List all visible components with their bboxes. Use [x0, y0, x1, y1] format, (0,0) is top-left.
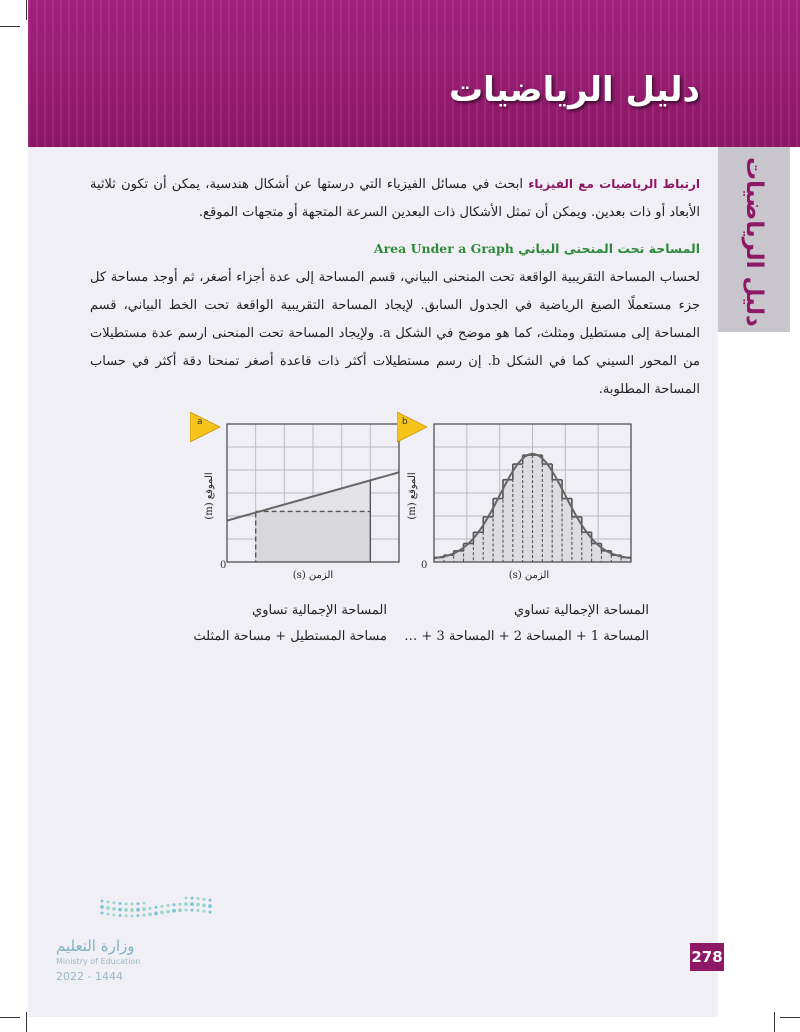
figure-a-tag: a [197, 417, 203, 427]
logo-dot [185, 897, 188, 900]
logo-dot [107, 900, 110, 903]
section-heading [374, 241, 700, 256]
logo-dot [131, 914, 134, 917]
intro-text: ابحث في مسائل الفيزياء التي درستها عن أشكال هندسية، يمكن أن تكون ثلاثية الأبعاد أو ذات بعدين. ويمكن أن تمثل الأشكال ذات البعدين السرعة المتجهة أو متجهات الموقع. [90, 177, 700, 220]
logo-dots-icon [100, 897, 212, 918]
logo-dot [148, 912, 152, 916]
area-rectangle [523, 455, 533, 562]
logo-dot [107, 912, 110, 915]
origin-label: 0 [220, 560, 227, 571]
caption-line: المساحة الإجمالية تساوي [514, 603, 649, 618]
logo-dot [203, 898, 206, 901]
figure-b-caption [389, 598, 649, 650]
intro-paragraph [90, 170, 700, 227]
logo-dot [208, 904, 212, 908]
logo-dot [119, 914, 122, 917]
page-title: دليل الرياضيات [448, 70, 700, 110]
origin-label: 0 [421, 560, 428, 571]
logo-dot [142, 907, 146, 911]
logo-dot [112, 907, 116, 911]
side-tab-label: دليل الرياضيات [741, 157, 767, 327]
logo-dot [197, 897, 200, 900]
logo-english-text: Ministry of Education [56, 957, 141, 966]
area-rectangle [533, 455, 543, 562]
logo-dot [100, 905, 104, 909]
heading-arabic: المساحة تحت المنحنى البياني [518, 241, 700, 256]
area-rectangle [493, 499, 503, 562]
logo-dot [161, 905, 164, 908]
logo-dot [125, 914, 128, 917]
logo-dot [149, 907, 152, 910]
logo-dot [137, 914, 140, 917]
logo-dot [196, 903, 200, 907]
logo-dot [119, 902, 122, 905]
area-rectangle [552, 480, 562, 562]
logo-dot [191, 897, 194, 900]
logo-year-text: 2022 - 1444 [56, 970, 123, 983]
figure-b-tag: b [402, 417, 408, 427]
logo-dot [143, 914, 146, 917]
logo-dot [125, 902, 128, 905]
crop-mark [774, 1012, 775, 1032]
logo-dot [143, 902, 146, 905]
crop-mark [0, 1017, 20, 1018]
caption-line: مساحة المستطيل + مساحة المثلث [193, 629, 387, 644]
y-axis-label: الموقع (m) [407, 472, 418, 520]
logo-dot [160, 911, 164, 915]
logo-dot [197, 909, 200, 912]
header-banner [28, 0, 800, 147]
logo-dot [190, 902, 194, 906]
figure-a-marker [190, 412, 220, 442]
rectangles-group [434, 455, 631, 562]
area-rectangle [562, 499, 572, 562]
logo-dot [202, 903, 206, 907]
figure-a-chart [190, 412, 410, 590]
logo-dot [203, 910, 206, 913]
logo-dot [124, 908, 128, 912]
area-rectangle [542, 464, 552, 562]
y-axis-label: الموقع (m) [204, 472, 215, 520]
area-rectangle [503, 480, 513, 562]
logo-arabic-text: وزارة التعليم [56, 937, 135, 955]
crop-mark [780, 1017, 800, 1018]
logo-dot [178, 908, 182, 912]
caption-line: المساحة الإجمالية تساوي [252, 603, 387, 618]
logo-dot [167, 904, 170, 907]
section-paragraph: لحساب المساحة التقريبية الواقعة تحت المنحنى البياني، قسم المساحة إلى عدة أجزاء أصغر، ثم أوجد مساحة كل جزء مستعملًا الصيغ الرياضية في الجدول السابق. لإيجاد المساحة التقريبية الواقعة تحت الخط البياني، قسم المساحة إلى مستطيل ومثلث، كما هو موضح في الشكل a. ولإيجاد المساحة تحت المنحنى ارسم عدة مستطيلات من المحور السيني كما في الشكل b. إن رسم مستطيلات أكثر ذات قاعدة أصغر تمنحنا دقة أكثر في حساب المساحة المطلوبة. [90, 270, 700, 397]
logo-dot [118, 908, 122, 912]
logo-dot [154, 912, 158, 916]
logo-dot [209, 911, 212, 914]
page-number: 278 [690, 943, 724, 971]
logo-dot [173, 903, 176, 906]
x-axis-label: الزمن (s) [508, 570, 550, 581]
x-axis-label: الزمن (s) [292, 570, 334, 581]
intro-lead: ارتباط الرياضيات مع الفيزياء [528, 177, 700, 191]
logo-dot [101, 912, 104, 915]
logo-dot [172, 909, 176, 913]
logo-dot [137, 902, 140, 905]
logo-dot [113, 901, 116, 904]
logo-dot [209, 899, 212, 902]
logo-dot [185, 909, 188, 912]
logo-dot [131, 902, 134, 905]
side-tab [718, 147, 790, 332]
logo-dot [106, 906, 110, 910]
crop-mark [0, 26, 20, 27]
logo-dot [166, 910, 170, 914]
logo-dot [136, 908, 140, 912]
figure-a-caption [167, 598, 387, 650]
logo-dot [179, 903, 182, 906]
logo-dot [130, 908, 134, 912]
logo-dot [184, 902, 188, 906]
area-shading [256, 511, 371, 562]
logo-dot [101, 900, 104, 903]
logo-dot [191, 909, 194, 912]
logo-dot [155, 906, 158, 909]
area-rectangle [513, 464, 523, 562]
logo-dot [113, 913, 116, 916]
crop-mark [26, 1012, 27, 1032]
heading-english: Area Under a Graph [373, 241, 514, 256]
caption-line: المساحة 1 + المساحة 2 + المساحة 3 + … [404, 629, 649, 644]
figure-b-chart [397, 412, 637, 590]
crop-mark [26, 0, 27, 20]
